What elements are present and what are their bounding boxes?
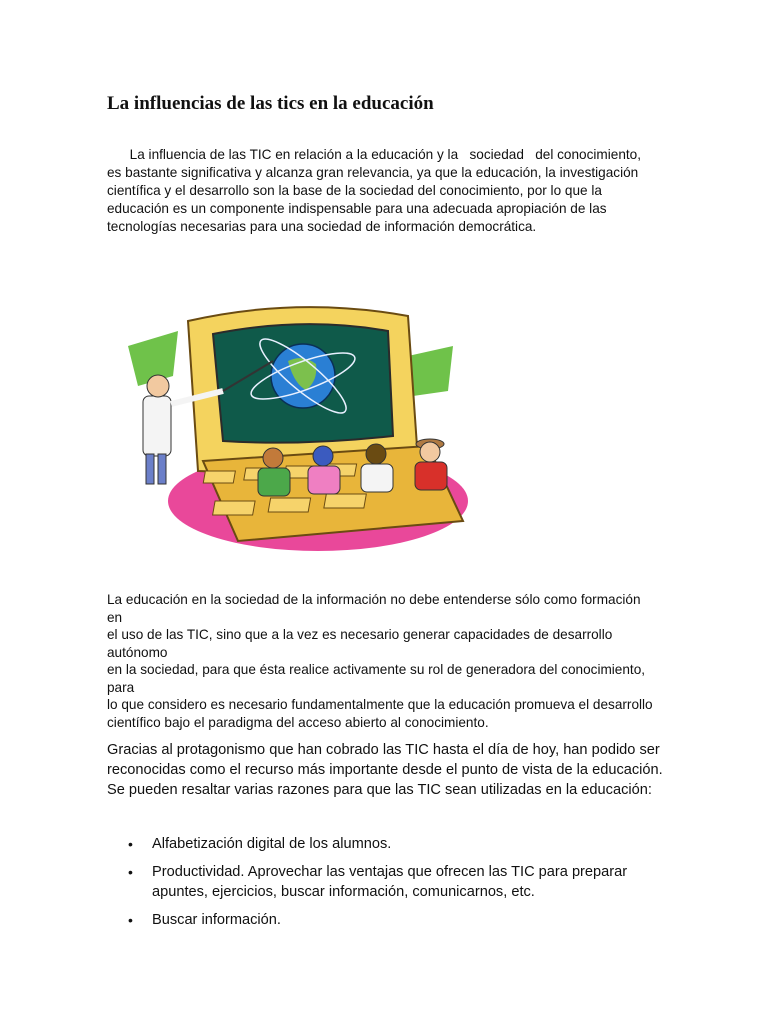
text-line: científica y el desarrollo son la base de la sociedad del conocimiento, por lo que la: [107, 183, 602, 198]
bullet-icon: •: [128, 864, 133, 880]
grass-shape: [408, 346, 453, 396]
list-item: [107, 910, 667, 930]
list-item-text: apuntes, ejercicios, buscar información, comunicarnos, etc.: [152, 884, 535, 900]
text-line: autónomo: [107, 644, 168, 660]
reasons-paragraph: [107, 740, 667, 800]
text-line: lo que considero es necesario fundamentalmente que la educación promueva el desarrollo: [107, 697, 653, 712]
text-line: en: [107, 609, 123, 625]
intro-paragraph: [107, 146, 667, 236]
document-title: La influencias de las tics en la educación: [107, 93, 434, 114]
list-item: [107, 862, 667, 902]
classroom-computer-illustration: [118, 286, 470, 568]
text-line: Gracias al protagonismo que han cobrado las TIC hasta el día de hoy, han podido ser: [107, 742, 660, 758]
list-item-text: Productividad. Aprovechar las ventajas que ofrecen las TIC para preparar: [152, 864, 628, 880]
text-line: La educación en la sociedad de la información no debe entenderse sólo como formación: [107, 592, 641, 607]
education-paragraph: [107, 591, 667, 731]
text-line: educación es un componente indispensable para una adecuada apropiación de las: [107, 201, 607, 216]
student-figure: [415, 439, 447, 490]
list-item-text: Alfabetización digital de los alumnos.: [152, 836, 392, 852]
reasons-list: [107, 834, 667, 938]
text-line: en la sociedad, para que ésta realice activamente su rol de generadora del conocimiento,: [107, 662, 646, 677]
text-line: es bastante significativa y alcanza gran relevancia, ya que la educación, la investigación: [107, 165, 639, 180]
text-line: reconocidas como el recurso más importante desde el punto de vista de la educación.: [107, 762, 663, 778]
list-item-text: Buscar información.: [152, 912, 281, 928]
text-line: para: [107, 679, 135, 695]
bullet-icon: •: [128, 912, 133, 928]
bullet-icon: •: [128, 836, 133, 852]
text-line: el uso de las TIC, sino que a la vez es necesario generar capacidades de desarrollo: [107, 627, 613, 642]
text-line: La influencia de las TIC en relación a la educación y la sociedad del conocimiento,: [107, 147, 641, 162]
text-line: Se pueden resaltar varias razones para que las TIC sean utilizadas en la educación:: [107, 782, 652, 798]
list-item: [107, 834, 667, 854]
text-line: científico bajo el paradigma del acceso abierto al conocimiento.: [107, 714, 489, 730]
text-line: tecnologías necesarias para una sociedad de información democrática.: [107, 219, 537, 234]
